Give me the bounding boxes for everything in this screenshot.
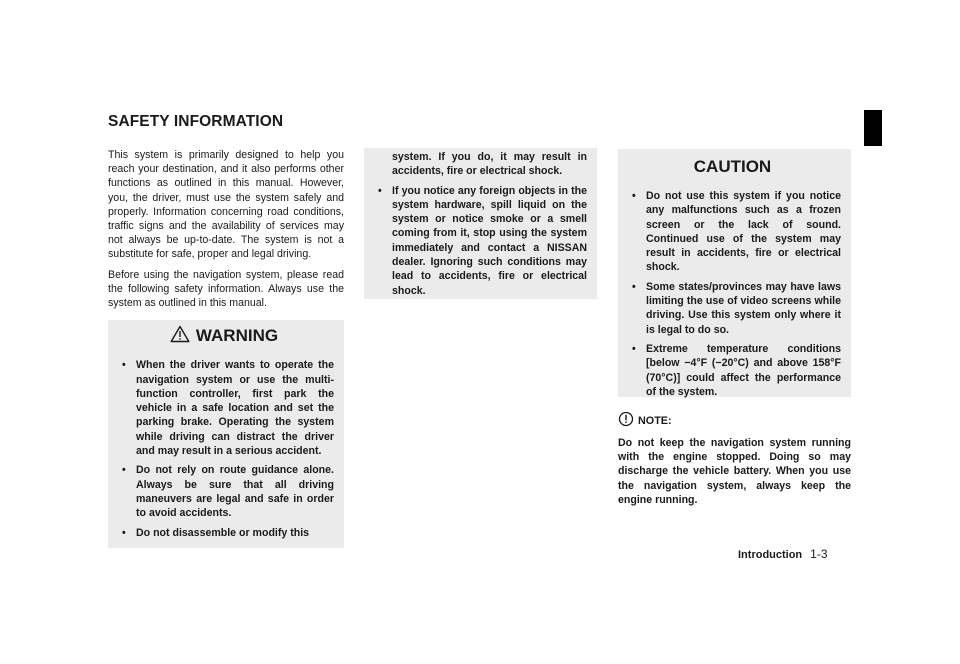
note-title: NOTE: [638,414,672,427]
note-circle-icon [618,411,638,430]
note-text: Do not keep the navigation system running with the engine stopped. Doing so may discharge the vehicle battery. When you use the navigation system, always keep the engine running. [618,437,851,506]
caution-item: • Some states/provinces may have laws limiting the use of video screens while driving. Use this system only where it is legal to do so. [624,280,841,337]
note-header [618,411,851,430]
column-1 [108,148,344,548]
warning-box-continued [364,148,597,299]
warning-item: • When the driver wants to operate the navigation system or use the multi-function controller, first park the vehicle in a safe location and set the parking brake. Operating the system while driving can distract the driver and may result in a serious accident. [114,358,334,458]
intro-paragraph: This system is primarily designed to help you reach your destination, and it also performs other functions as outlined in this manual. However, you, the driver, must use the system safely and properly. Information concerning road conditions, traffic signs and the availability of services may not always be up-to-date. The system is not a substitute for safe, proper and legal driving. [108,149,344,261]
warning-list [114,358,334,540]
caution-title: CAUTION [693,157,772,176]
caution-item: • Do not use this system if you notice any malfunctions such as a frozen screen or the lack of sound. Continued use of the system may result in accidents, fire or electrical shock. [624,189,841,275]
section-title: SAFETY INFORMATION [108,113,284,130]
chapter-tab-marker [864,110,882,146]
warning-list-continued [370,150,587,298]
page-footer [738,547,828,561]
page-number: 1-3 [810,547,828,561]
warning-box [108,320,344,548]
warning-triangle-icon [170,325,196,348]
warning-item: • Do not rely on route guidance alone. Always be sure that all driving maneuvers are legal and safe in order to avoid accidents. [114,463,334,520]
column-3 [618,148,851,507]
warning-item: • Do not disassemble or modify this [114,526,334,540]
warning-header [114,320,334,352]
warning-item: • If you notice any foreign objects in the system hardware, spill liquid on the system or notice smoke or a smell coming from it, stop using the system immediately and contact a NISSAN dealer. Ignoring such conditions may lead to accidents, fire or electrical shock. [370,184,587,298]
caution-box [618,149,851,397]
warning-title: WARNING [195,326,279,346]
chapter-name: Introduction [738,549,803,561]
warning-item-continued: system. If you do, it may result in accidents, fire or electrical shock. [392,151,587,178]
column-2 [364,148,597,299]
caution-header [624,149,841,185]
caution-list [624,189,841,399]
intro-paragraph: Before using the navigation system, please read the following safety information. Always use the system as outlined in this manual. [108,268,344,310]
caution-item: • Extreme temperature conditions [below −4°F (−20°C) and above 158°F (70°C)] could affect the performance of the system. [624,342,841,399]
